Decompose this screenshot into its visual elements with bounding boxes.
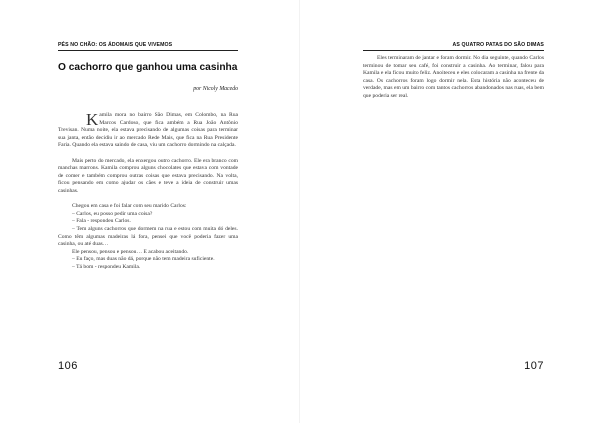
running-head-right: AS QUATRO PATAS DO SÃO DIMAS xyxy=(452,42,544,48)
dialogue-line: – Carlos, eu posso pedir uma coisa? xyxy=(72,210,153,217)
paragraph xyxy=(58,112,238,150)
paragraph-text: amila mora no bairro São Dimas, em Colombo, na Rua Marcos Cardoso, que fica ambém a Rua João Antônio Trevisan. Numa noite, ela estava precisando de algumas coisas para terminar sua janta, então decidiu ir ao mercado Rede Mais, que fica na Rua Presidente Faria. Quando ela estava saindo de casa, viu um cachorro dormindo na calçada. xyxy=(58,112,238,149)
page-number-right: 107 xyxy=(524,360,544,372)
header-rule-right xyxy=(363,50,544,51)
dialogue-line: – Eu faço, mas duas não dá, porque não tem madeira suficiente. xyxy=(72,256,215,263)
byline: por Nicoly Macedo xyxy=(193,86,238,92)
running-head-left: PÉS NO CHÃO: OS ÁDOMAIS QUE VIVEMOS xyxy=(58,42,173,48)
paragraph: Chegou em casa e foi falar com seu marido Carlos: xyxy=(72,203,187,210)
left-body-text xyxy=(58,112,238,271)
paragraph: Eles terminaram de jantar e foram dormir. No dia seguinte, quando Carlos terminou de tomar seu café, foi construir a casinha. Ao terminar, falou para Kamila e ela ficou muito feliz. Anoiteceu e eles colocaram a casinha na frente da casa. Os cachorros foram logo dormir nela. Esta história não aconteceu de verdade, mas em um bairro com tantos cachorros abandonados nas ruas, ela bem que poderia ser real. xyxy=(363,55,544,99)
story-title: O cachorro que ganhou uma casinha xyxy=(58,62,238,73)
dialogue-line: – Fala - respondeu Carlos. xyxy=(72,218,131,225)
dialogue-line: – Tá bom - respondeu Kamila. xyxy=(72,263,141,270)
paragraph: Mais perto do mercado, ela enxergou outro cachorro. Ele era branco com manchas marrons. Kamila comprou alguns chocolates que estava com vontade de comer e também comprou outras coisas que estava precisando. Na volta, ficou pensando em como ajudar os cães e teve a ideia de construir umas casinhas. xyxy=(58,157,238,194)
right-body-text xyxy=(363,55,544,101)
drop-cap: K xyxy=(86,110,99,129)
page-number-left: 106 xyxy=(58,360,78,372)
paragraph: Ele pensou, pensou e pensou… E acabou aceitando. xyxy=(72,248,189,255)
right-page xyxy=(300,0,600,423)
header-rule-left xyxy=(58,50,238,51)
dialogue-line: – Tem alguns cachorros que dormem na rua e estou com muita dó deles. Como têm algumas madeiras lá fora, pensei que você poderia fazer uma casinha, ou até duas… xyxy=(58,225,238,248)
